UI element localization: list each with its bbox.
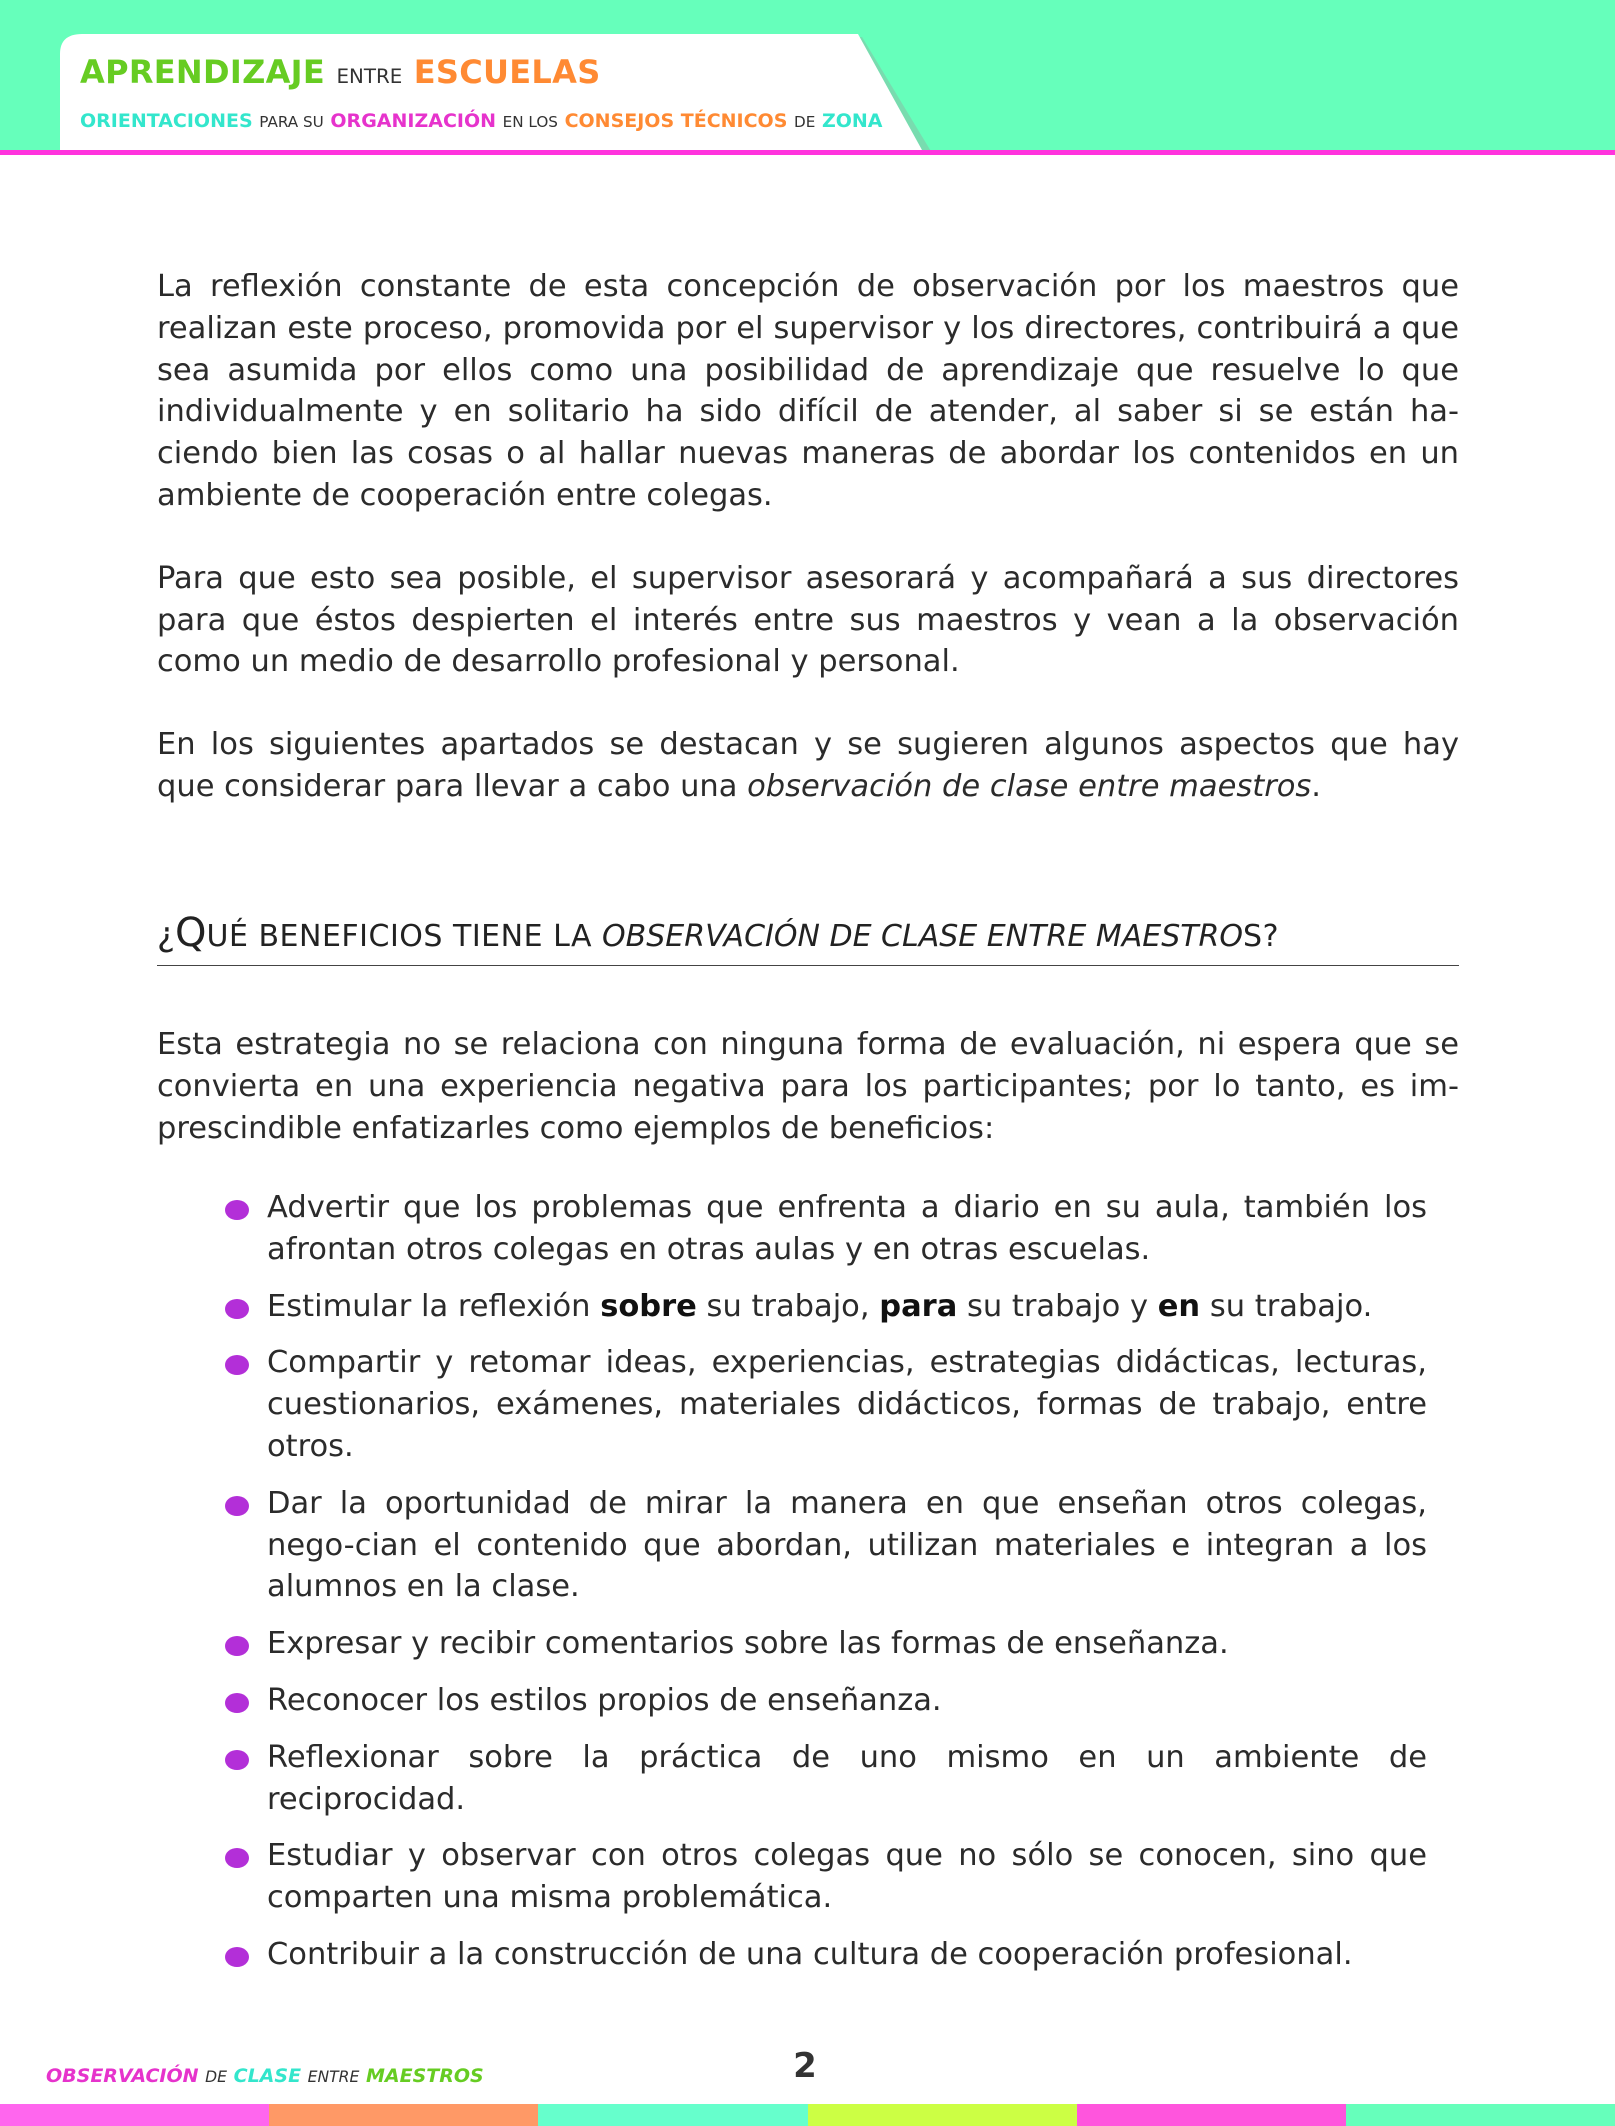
list-item-text: Contribuir a la construcción de una cultura de cooperación profesional. (267, 1936, 1353, 1972)
section-heading (157, 911, 1459, 966)
footer-title (46, 2062, 484, 2091)
footer-word-clase: CLASE (233, 2065, 302, 2087)
paragraph-reflexion: La reflexión constante de esta concepción de observación por los maestros que realizan este proceso, promovida por el supervisor y los directores, contribuirá a que sea asumida por ellos como una posibilidad de aprendizaje que resuelve lo que individualmente y en solitario ha sido difícil de atender, al saber si se están ha-ciendo bien las cosas o al hallar nuevas maneras de abordar los contenidos en un ambiente de cooperación entre colegas. (157, 269, 1459, 513)
benefits-intro (157, 1024, 1459, 1190)
footer-stripe (0, 2104, 269, 2126)
list-item (225, 1680, 1427, 1722)
footer-word-de: DE (205, 2068, 227, 2086)
list-item (225, 1835, 1427, 1919)
page-number: 2 (793, 2046, 817, 2086)
list-item (225, 1286, 1427, 1328)
list-item-text: Estudiar y observar con otros colegas que no sólo se conocen, sino que comparten una misma problemática. (267, 1838, 1427, 1916)
heading-smallcaps: UÉ BENEFICIOS TIENE LA (206, 919, 603, 954)
bullet-icon (225, 1693, 249, 1713)
header-word-organizacion: ORGANIZACIÓN (330, 110, 497, 132)
header-word-en-los: EN LOS (502, 113, 558, 131)
list-item (225, 1623, 1427, 1665)
header-subtitle (80, 107, 883, 136)
footer-stripe (269, 2104, 538, 2126)
footer-stripe (1346, 2104, 1615, 2126)
bold-word-sobre: sobre (600, 1288, 697, 1324)
footer-word-observacion: OBSERVACIÓN (46, 2065, 199, 2087)
text-fragment: su trabajo y (957, 1288, 1158, 1324)
header-word-para-su: PARA SU (259, 113, 324, 131)
footer-stripe (1077, 2104, 1346, 2126)
header-word-consejos-tecnicos: CONSEJOS TÉCNICOS (564, 110, 788, 132)
header-word-aprendizaje: APRENDIZAJE (80, 53, 326, 91)
list-item (225, 1187, 1427, 1271)
text-fragment: su trabajo, (696, 1288, 880, 1324)
intro-section (157, 266, 1459, 849)
bold-word-para: para (879, 1288, 958, 1324)
paragraph-apartados-italic: observación de clase entre maestros (747, 768, 1312, 804)
heading-end: S? (1243, 919, 1279, 954)
list-item (225, 1934, 1427, 1976)
list-item-text: Reflexionar sobre la práctica de uno mismo en un ambiente de reciprocidad. (267, 1739, 1427, 1817)
header-divider (0, 150, 1615, 155)
text-fragment: su trabajo. (1200, 1288, 1373, 1324)
heading-capital: Q (175, 910, 207, 956)
footer-color-stripes (0, 2104, 1615, 2126)
bullet-icon (225, 1947, 249, 1967)
paragraph-supervisor: Para que esto sea posible, el supervisor asesorará y acompañará a sus directores para que éstos despierten el interés entre sus maestros y vean a la observación como un medio de desarrollo profesional y personal. (157, 560, 1459, 680)
list-item-text: Compartir y retomar ideas, experiencias, estrategias didácticas, lecturas, cuestionarios, exámenes, materiales didácticos, formas de trabajo, entre otros. (267, 1345, 1427, 1464)
heading-question-mark: ¿ (157, 915, 176, 955)
list-item (225, 1737, 1427, 1821)
paragraph-apartados-end: . (1311, 768, 1321, 804)
header-word-de: DE (794, 113, 816, 131)
header-title (80, 52, 883, 136)
list-item-text: Reconocer los estilos propios de enseñanza. (267, 1682, 942, 1718)
bullet-icon (225, 1299, 249, 1319)
footer-stripe (808, 2104, 1077, 2126)
header-word-entre: ENTRE (336, 65, 403, 88)
bullet-icon (225, 1636, 249, 1656)
bullet-icon (225, 1200, 249, 1220)
bullet-icon (225, 1848, 249, 1868)
footer-word-entre: ENTRE (307, 2068, 360, 2086)
bullet-icon (225, 1355, 249, 1375)
benefits-intro-text: Esta estrategia no se relaciona con ninguna forma de evaluación, ni espera que se convierta en una experiencia negativa para los participantes; por lo tanto, es im-prescindible enfatizarles como ejemplos de beneficios: (157, 1027, 1459, 1146)
text-fragment: Estimular la reflexión (267, 1288, 601, 1324)
bullet-icon (225, 1750, 249, 1770)
benefits-list (225, 1187, 1427, 1991)
list-item-text (267, 1289, 1372, 1324)
list-item (225, 1483, 1427, 1608)
paragraph-apartados-text: En los siguientes apartados se destacan y se sugieren algunos aspectos que hay que considerar para llevar a cabo una (157, 727, 1459, 804)
header-title-line1 (80, 52, 883, 97)
list-item-text: Dar la oportunidad de mirar la manera en que enseñan otros colegas, nego-cian el contenido que abordan, utilizan materiales e integran a los alumnos en la clase. (267, 1485, 1427, 1605)
footer-stripe (538, 2104, 807, 2126)
bullet-icon (225, 1496, 249, 1516)
list-item (225, 1342, 1427, 1467)
bold-word-en: en (1157, 1288, 1201, 1324)
header-word-escuelas: ESCUELAS (413, 53, 601, 91)
list-item-text: Expresar y recibir comentarios sobre las formas de enseñanza. (267, 1626, 1229, 1662)
header-word-orientaciones: ORIENTACIONES (80, 110, 253, 132)
paragraph-apartados (157, 724, 1459, 808)
footer-word-maestros: MAESTROS (365, 2065, 484, 2087)
list-item-text: Advertir que los problemas que enfrenta a diario en su aula, también los afrontan otros colegas en otras aulas y en otras escuelas. (267, 1190, 1427, 1267)
header-word-zona: ZONA (821, 110, 883, 132)
heading-italic: OBSERVACIÓN DE CLASE ENTRE MAESTRO (602, 919, 1244, 954)
